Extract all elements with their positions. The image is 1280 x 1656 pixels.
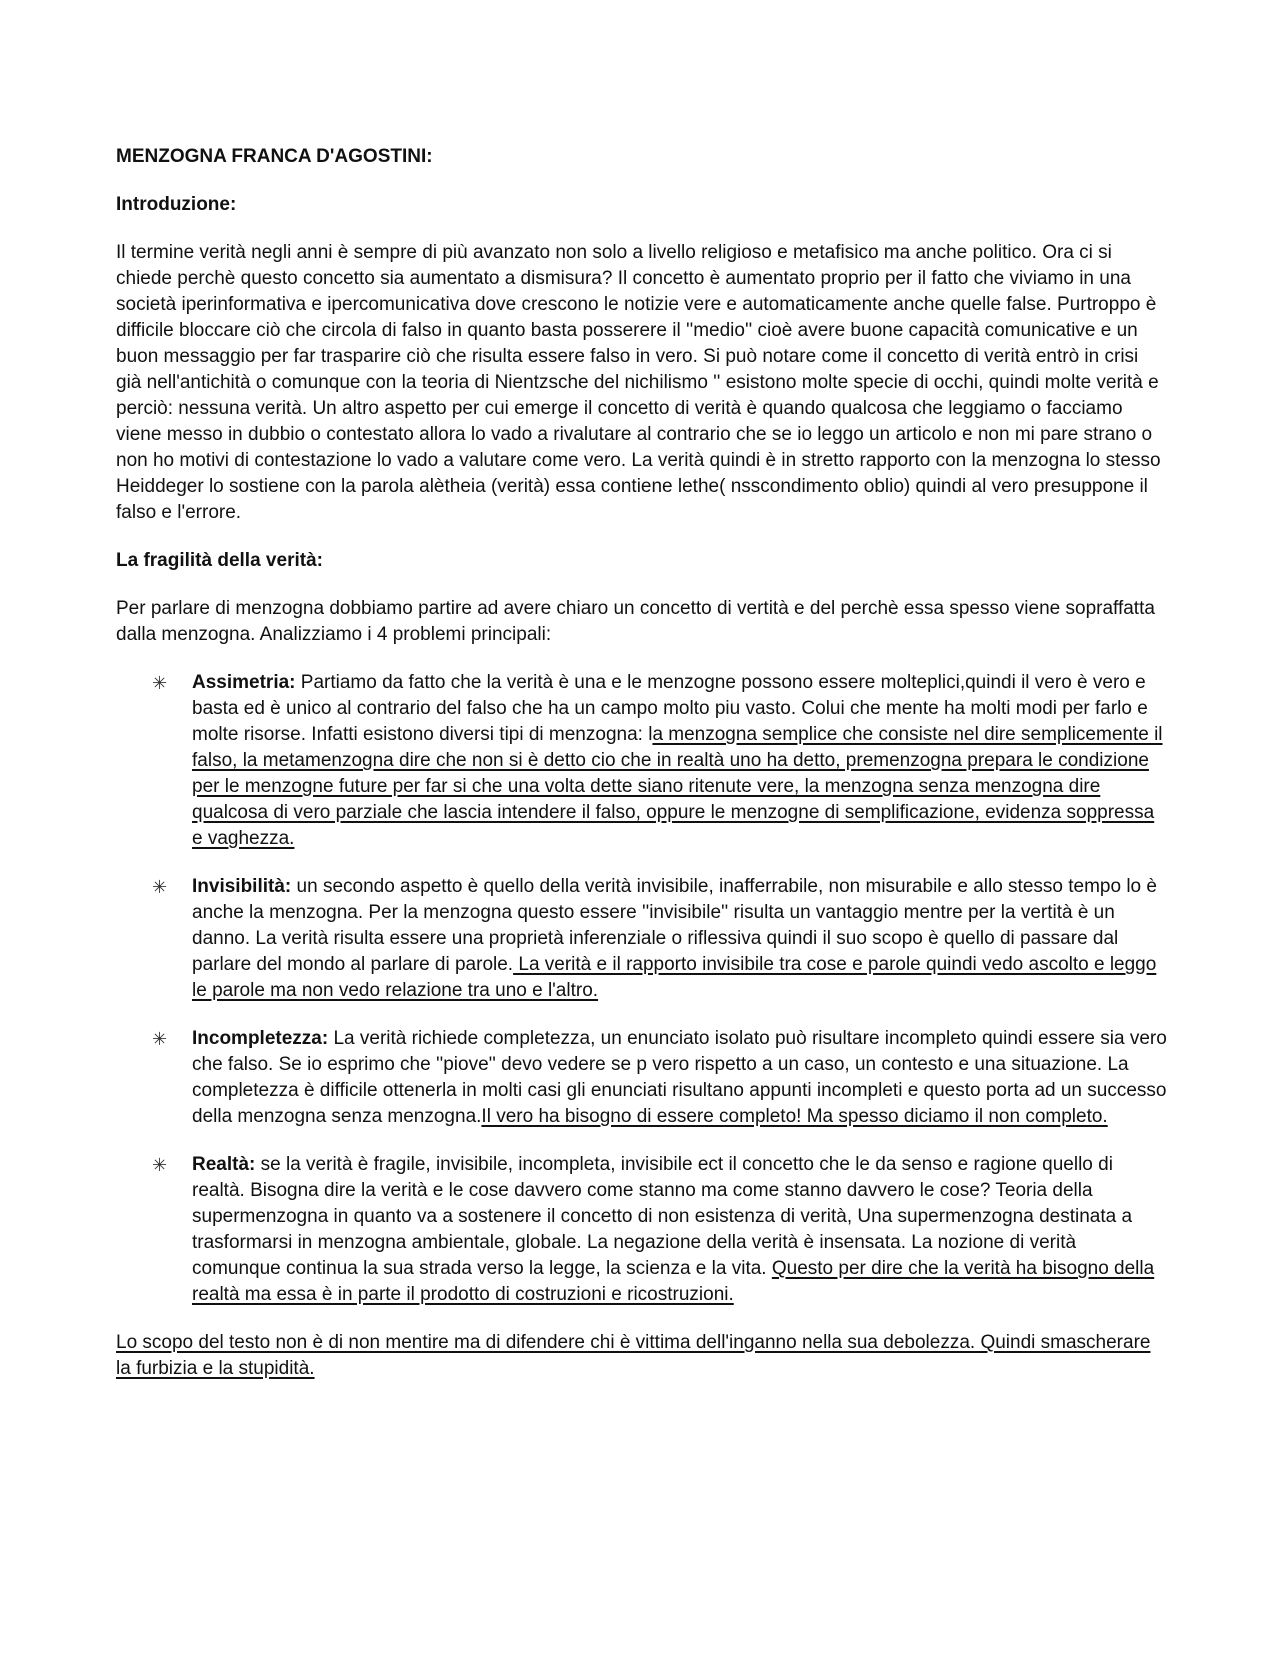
fragility-heading: La fragilità della verità:	[116, 550, 323, 571]
list-item-text: La verità richiede completezza, un enunciato isolato può risultare incompleto quindi essere sia vero che falso. Se io esprimo che ''piove'' devo vedere se p vero rispetto a un caso, un contesto e una situazione. La completezza è difficile ottenerla in molti casi gli enunciati risultano appunti incompleti e questo porta ad un successo della menzogna senza menzogna.	[192, 1028, 1167, 1127]
intro-paragraph: Il termine verità negli anni è sempre di più avanzato non solo a livello religioso e metafisico ma anche politico. Ora ci si chiede perchè questo concetto sia aumentato a dismisura? Il concetto è aumentato proprio per il fatto che viviamo in una società iperinformativa e ipercomunicativa dove crescono le notizie vere e automaticamente anche quelle false. Purtroppo è difficile bloccare ciò che circola di falso in quanto basta posserere il ''medio'' cioè avere buone capacità comunicative e un buon messaggio per far trasparire ciò che risulta essere falso in vero. Si può notare come il concetto di verità entrò in crisi già nell'antichità o comunque con la teoria di Nientzsche del nichilismo '' esistono molte specie di occhi, quindi molte verità e perciò: nessuna verità. Un altro aspetto per cui emerge il concetto di verità è quando qualcosa che leggiamo o facciamo viene messo in dubbio o contestato allora lo vado a rivalutare al contrario che se io leggo un articolo e non mi pare strano o non ho motivi di contestazione lo vado a valutare come vero. La verità quindi è in stretto rapporto con la menzogna lo stesso Heiddeger lo sostiene con la parola alètheia (verità) essa contiene lethe( nsscondimento oblio) quindi al vero presuppone il falso e l'errore.	[116, 242, 1161, 523]
document-page	[116, 144, 1168, 1382]
list-item-underlined-text: Il vero ha bisogno di essere completo! Ma spesso diciamo il non completo.	[481, 1106, 1108, 1127]
list-item-term: Assimetria:	[192, 672, 296, 693]
conclusion-underlined-text: Lo scopo del testo non è di non mentire ma di difendere chi è vittima dell'inganno nella sua debolezza. Quindi smascherare la furbizia e la stupidità.	[116, 1332, 1151, 1379]
list-item-text: se la verità è fragile, invisibile, incompleta, invisibile ect il concetto che le da senso e ragione quello di realtà. Bisogna dire la verità e le cose davvero come stanno ma come stanno davvero le cose? Teoria della supermenzogna in quanto va a sostenere il concetto di non esistenza di verità, Una supermenzogna destinata a trasformarsi in menzogna ambientale, globale. La negazione della verità è insensata. La nozione di verità comunque continua la sua strada verso la legge, la scienza e la vita.	[192, 1154, 1133, 1279]
list-item-invisibilita	[116, 874, 1168, 1004]
problems-list	[116, 670, 1168, 1308]
asterisk-bullet-icon: ✳	[152, 877, 168, 897]
asterisk-bullet-icon: ✳	[152, 673, 168, 693]
fragility-paragraph: Per parlare di menzogna dobbiamo partire ad avere chiaro un concetto di vertità e del perchè essa spesso viene sopraffatta dalla menzogna. Analizziamo i 4 problemi principali:	[116, 598, 1155, 645]
list-item-term: Invisibilità:	[192, 876, 292, 897]
list-item-realta	[116, 1152, 1168, 1308]
list-item-term: Realtà:	[192, 1154, 256, 1175]
document-title: MENZOGNA FRANCA D'AGOSTINI:	[116, 146, 433, 167]
list-item-assimetria	[116, 670, 1168, 852]
list-item-incompletezza	[116, 1026, 1168, 1130]
intro-heading: Introduzione:	[116, 194, 237, 215]
list-item-underlined-text: La verità e il rapporto invisibile tra cose e parole quindi vedo ascolto e leggo le parole ma non vedo relazione tra uno e l'altro.	[192, 954, 1157, 1001]
asterisk-bullet-icon: ✳	[152, 1029, 168, 1049]
list-item-text: un secondo aspetto è quello della verità invisibile, inafferrabile, non misurabile e allo stesso tempo lo è anche la menzogna. Per la menzogna questo essere ''invisibile'' risulta un vantaggio mentre per la vertità è un danno. La verità risulta essere una proprietà inferenziale o riflessiva quindi il suo scopo è quello di passare dal parlare del mondo al parlare di parole.	[192, 876, 1157, 975]
asterisk-bullet-icon: ✳	[152, 1155, 168, 1175]
list-item-text: Partiamo da fatto che la verità è una e le menzogne possono essere molteplici,quindi il vero è vero e basta ed è unico al contrario del falso che ha un campo molto piu vasto. Colui che mente ha molti modi per farlo e molte risorse. Infatti esistono diversi tipi di menzogna: l	[192, 672, 1148, 745]
conclusion-paragraph	[116, 1330, 1168, 1382]
list-item-term: Incompletezza:	[192, 1028, 329, 1049]
list-item-underlined-text: a menzogna semplice che consiste nel dire semplicemente il falso, la metamenzogna dire che non si è detto cio che in realtà uno ha detto, premenzogna prepara le condizione per le menzogne future per far si che una volta dette siano ritenute vere, la menzogna senza menzogna dire qualcosa di vero parziale che lascia intendere il falso, oppure le menzogne di semplificazione, evidenza soppressa e vaghezza.	[192, 724, 1163, 849]
list-item-underlined-text: Questo per dire che la verità ha bisogno della realtà ma essa è in parte il prodotto di costruzioni e ricostruzioni.	[192, 1258, 1155, 1305]
